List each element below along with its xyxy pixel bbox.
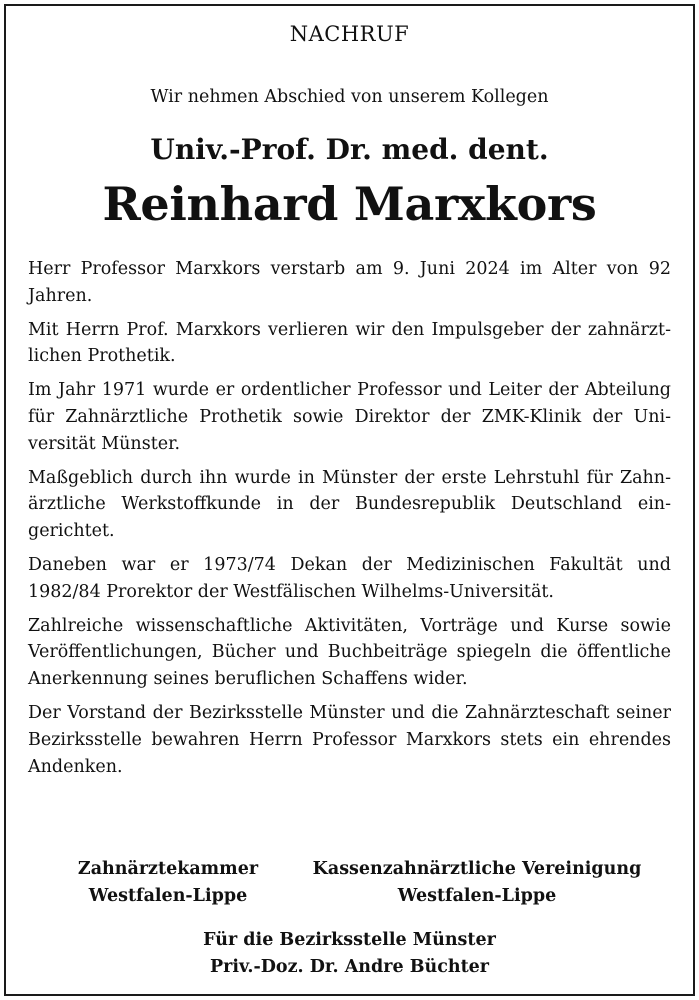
- signatory-association-region: Westfalen-Lippe: [397, 886, 557, 906]
- paragraph-chair: Maßgeblich durch ihn wurde in Münster der erste Lehrstuhl für Zahnärztliche Werkstoffkunde in der Bundesrepublik Deutschland eingerichtet.: [28, 467, 671, 542]
- paragraph-impulse: Mit Herrn Prof. Marxkors verlieren wir den Impulsgeber der zahnärztlichen Prothetik.: [28, 319, 671, 367]
- deceased-name: Reinhard Marxkors: [102, 177, 597, 231]
- paragraph-death: Herr Professor Marxkors verstarb am 9. Juni 2024 im Alter von 92 Jahren.: [28, 259, 671, 306]
- signatory-district: [0, 927, 699, 981]
- signatory-chamber-region: Westfalen-Lippe: [88, 886, 248, 906]
- academic-title: Univ.-Prof. Dr. med. dent.: [150, 133, 549, 166]
- obituary-text: [28, 256, 671, 787]
- signatory-chamber-name: Zahnärztekammer: [77, 859, 259, 879]
- paragraph-recognition: Zahlreiche wissenschaftliche Aktivitäten, Vorträge und Kurse sowie Veröffentlichungen, Bücher und Buchbeiträge spiegeln die öffentliche Anerkennung seines beruflichen Schaffens wider.: [28, 615, 671, 690]
- paragraph-remembrance: Der Vorstand der Bezirksstelle Münster und die Zahnärzteschaft seiner Bezirksstelle bewahren Herrn Professor Marxkors stets ein ehrendes Andenken.: [28, 702, 671, 777]
- signatory-association-name: Kassenzahnärztliche Vereinigung: [312, 859, 642, 879]
- paragraph-dean: Daneben war er 1973/74 Dekan der Medizinischen Fakultät und 1982/84 Prorektor der Westfälischen Wilhelms-Universität.: [28, 554, 671, 602]
- notice-heading: NACHRUF: [289, 22, 410, 46]
- district-line: Für die Bezirksstelle Münster: [203, 930, 496, 950]
- intro-line: Wir nehmen Abschied von unserem Kollegen: [150, 87, 549, 107]
- signatory-chamber: [58, 856, 278, 910]
- paragraph-professorship: Im Jahr 1971 wurde er ordentlicher Professor und Leiter der Abteilung für Zahnärztliche Prothetik sowie Direktor der ZMK-Klinik der Universität Münster.: [28, 380, 671, 454]
- signatory-association: [302, 856, 652, 910]
- district-signer: Priv.-Doz. Dr. Andre Büchter: [209, 957, 490, 977]
